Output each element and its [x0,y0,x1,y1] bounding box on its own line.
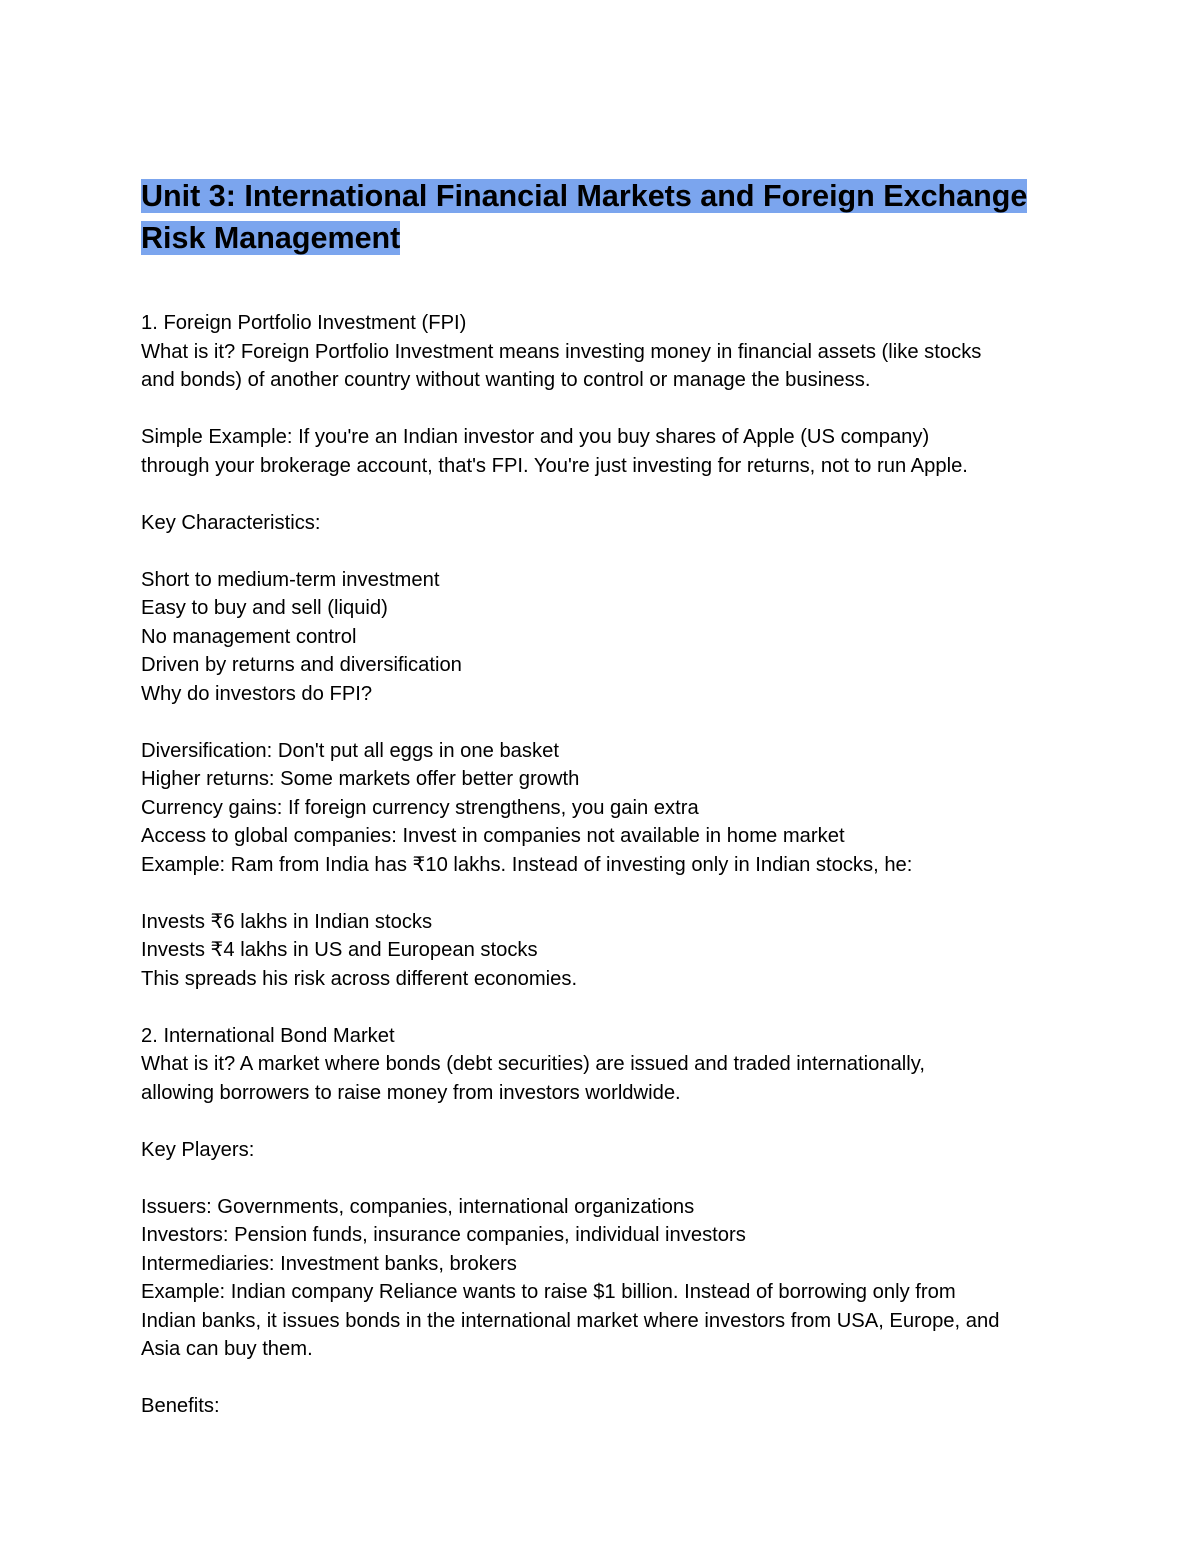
fpi-example-line: Simple Example: If you're an Indian investor and you buy shares of Apple (US company) [141,426,930,448]
bond-market-section [141,1022,1076,1421]
list-item: Investors: Pension funds, insurance companies, individual investors [141,1224,746,1246]
document-title [141,176,1076,259]
spacer [141,480,1076,509]
benefits-label: Benefits: [141,1395,220,1417]
list-item: No management control [141,625,357,648]
key-players-label: Key Players: [141,1138,255,1161]
spacer [141,879,1076,908]
list-item: Intermediaries: Investment banks, brokers [141,1252,517,1275]
key-characteristics-label: Key Characteristics: [141,511,321,534]
spacer [141,537,1076,566]
spacer [141,395,1076,424]
document-page [141,176,1076,1421]
list-item: Asia can buy them. [141,1338,313,1360]
list-item: Easy to buy and sell (liquid) [141,597,388,619]
spacer [141,1364,1076,1393]
spacer [141,1164,1076,1193]
fpi-definition-line: and bonds) of another country without wanting to control or manage the business. [141,369,871,391]
list-item: Example: Indian company Reliance wants to raise $1 billion. Instead of borrowing only from [141,1281,956,1303]
spacer [141,708,1076,737]
bond-market-heading: 2. International Bond Market [141,1024,395,1047]
bond-definition-line: What is it? A market where bonds (debt securities) are issued and traded internationally, [141,1053,925,1075]
list-item: Issuers: Governments, companies, international organizations [141,1195,695,1218]
list-item: Invests ₹4 lakhs in US and European stocks [141,939,538,961]
list-item: Why do investors do FPI? [141,682,373,705]
spacer [141,259,1076,309]
list-item: Invests ₹6 lakhs in Indian stocks [141,910,433,933]
list-item: Example: Ram from India has ₹10 lakhs. Instead of investing only in Indian stocks, he: [141,853,913,876]
fpi-heading: 1. Foreign Portfolio Investment (FPI) [141,312,467,334]
list-item: Higher returns: Some markets offer better growth [141,768,580,790]
list-item: Indian banks, it issues bonds in the international market where investors from USA, Europe, and [141,1309,1000,1332]
list-item: Short to medium-term investment [141,568,440,591]
title-line-2: Risk Management [141,220,401,255]
spacer [141,993,1076,1022]
list-item: Diversification: Don't put all eggs in one basket [141,739,559,762]
bond-definition-line: allowing borrowers to raise money from investors worldwide. [141,1081,681,1104]
title-line-1: Unit 3: International Financial Markets and Foreign Exchange [141,179,1028,213]
list-item: Driven by returns and diversification [141,654,462,676]
list-item: Access to global companies: Invest in companies not available in home market [141,825,845,847]
fpi-example-line: through your brokerage account, that's FPI. You're just investing for returns, not to run Apple. [141,454,968,477]
spacer [141,1107,1076,1136]
fpi-section [141,309,1076,1022]
list-item: This spreads his risk across different economies. [141,967,578,990]
fpi-definition-line: What is it? Foreign Portfolio Investment means investing money in financial assets (like stocks [141,340,982,363]
list-item: Currency gains: If foreign currency strengthens, you gain extra [141,796,699,819]
